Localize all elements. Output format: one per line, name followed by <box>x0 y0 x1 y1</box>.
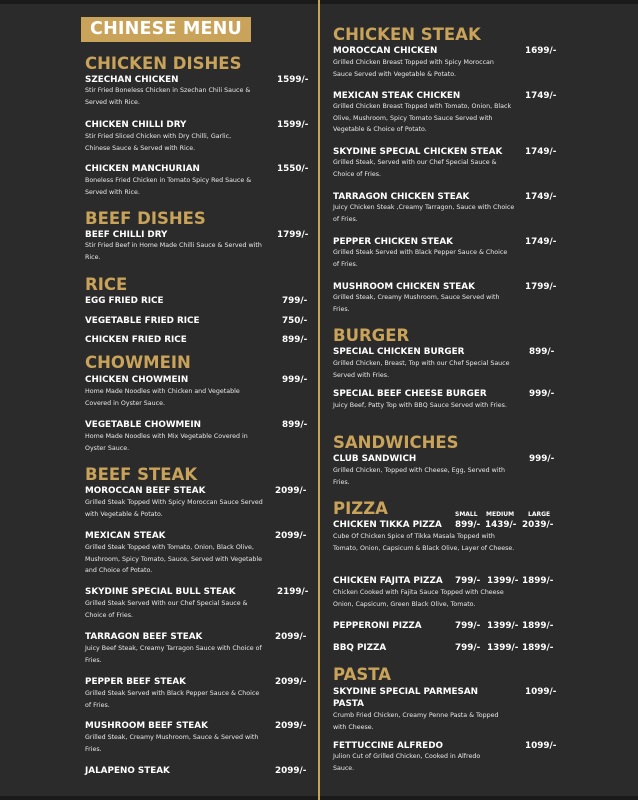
item-name: VEGETABLE CHOWMEIN <box>85 420 201 430</box>
price-large: 2039/- <box>522 520 554 530</box>
section-title-pizza: PIZZA <box>333 499 388 518</box>
item-name: CHICKEN MANCHURIAN <box>85 164 200 174</box>
item-name: CLUB SANDWICH <box>333 454 417 464</box>
price-large: 1899/- <box>522 576 554 586</box>
item-price: 2099/- <box>275 766 307 776</box>
item-description: Grilled Steak Served With our Chef Special Sauce & Choice of Fries. <box>85 600 248 619</box>
item-price: 1599/- <box>277 75 309 85</box>
item-description: Grilled Steak Topped With Spicy Moroccan Sauce Served with Vegetable & Potato. <box>85 499 263 518</box>
price-medium: 1399/- <box>487 576 519 586</box>
item-name: BBQ PIZZA <box>333 643 387 653</box>
item-price: 2099/- <box>275 486 307 496</box>
price-large: 1899/- <box>522 643 554 653</box>
item-name: TARRAGON CHICKEN STEAK <box>333 192 470 202</box>
item-price: 1599/- <box>277 120 309 130</box>
item-price: 899/- <box>282 335 308 345</box>
column-divider <box>318 0 320 800</box>
price-medium: 1399/- <box>487 621 519 631</box>
item-price: 1749/- <box>525 192 557 202</box>
item-description: Grilled Steak, Served with our Chef Special Sauce & Choice of Fries. <box>333 159 497 178</box>
section-title-beef-steak: BEEF STEAK <box>85 465 198 484</box>
item-price: 1799/- <box>525 282 557 292</box>
item-price: 899/- <box>529 347 555 357</box>
item-name: MOROCCAN BEEF STEAK <box>85 486 206 496</box>
price-small: 899/- <box>455 520 481 530</box>
size-header-large: LARGE <box>528 511 551 518</box>
item-name: MUSHROOM BEEF STEAK <box>85 721 208 731</box>
item-price: 1749/- <box>525 91 557 101</box>
item-description: Cube Of Chicken Spice of Tikka Masala Topped with Tomato, Onion, Capsicum & Black Olive, Layer of Cheese. <box>333 533 515 552</box>
item-description: Grilled Chicken Breast Topped with Tomato, Onion, Black Olive, Mushroom, Spicy Tomato Sauce Served with Vegetable & Choice of Potato. <box>333 103 512 133</box>
item-price: 1749/- <box>525 147 557 157</box>
item-name: PEPPER CHICKEN STEAK <box>333 237 453 247</box>
item-name: PEPPER BEEF STEAK <box>85 677 186 687</box>
item-price: 799/- <box>282 296 308 306</box>
item-description: Crumb Fried Chicken, Creamy Penne Pasta & Topped with Cheese. <box>333 712 499 731</box>
item-name: MEXICAN STEAK CHICKEN <box>333 91 461 101</box>
item-price: 2099/- <box>275 632 307 642</box>
section-title-burger: BURGER <box>333 326 410 345</box>
item-price: 999/- <box>529 389 555 399</box>
item-description: Juicy Beef, Patty Top with BBQ Sauce Served with Fries. <box>333 402 507 409</box>
section-title-pasta: PASTA <box>333 665 391 684</box>
price-medium: 1399/- <box>487 643 519 653</box>
item-price: 2099/- <box>275 677 307 687</box>
size-header-small: SMALL <box>455 511 478 518</box>
item-name: JALAPENO STEAK <box>85 766 170 776</box>
item-description: Stir Fried Sliced Chicken with Dry Chilli, Garlic, Chinese Sauce & Served with Rice. <box>85 133 232 152</box>
price-small: 799/- <box>455 621 481 631</box>
section-title-rice: RICE <box>85 275 128 294</box>
item-name: TARRAGON BEEF STEAK <box>85 632 203 642</box>
item-name: EGG FRIED RICE <box>85 296 164 306</box>
item-description: Stir Fried Beef in Home Made Chilli Sauce & Served with Rice. <box>85 242 262 261</box>
size-header-medium: MEDIUM <box>486 511 515 518</box>
item-name: CHICKEN FAJITA PIZZA <box>333 576 443 586</box>
item-price: 1699/- <box>525 46 557 56</box>
section-title-chowmein: CHOWMEIN <box>85 353 191 372</box>
item-description: Stir Fried Boneless Chicken in Szechan Chili Sauce & Served with Rice. <box>85 87 251 106</box>
item-description: Chicken Cooked with Fajita Sauce Topped with Cheese Onion, Capsicum, Green Black Olive, Tomato. <box>333 589 504 608</box>
item-name: SKYDINE SPECIAL BULL STEAK <box>85 587 236 597</box>
item-description: Grilled Steak Topped with Tomato, Onion, Black Olive, Mushroom, Spicy Tomato, Sauce, Served with Vegetable and Choice of Potato. <box>85 544 262 574</box>
section-title-chicken-steak: CHICKEN STEAK <box>333 25 481 44</box>
item-price: 899/- <box>282 420 308 430</box>
item-name: SKYDINE SPECIAL CHICKEN STEAK <box>333 147 503 157</box>
price-small: 799/- <box>455 576 481 586</box>
item-description: Grilled Steak Served with Black Pepper Sauce & Choice of Fries. <box>333 249 508 268</box>
item-name: CHICKEN CHILLI DRY <box>85 120 187 130</box>
item-description: Grilled Chicken, Topped with Cheese, Egg, Served with Fries. <box>333 467 506 486</box>
item-price: 2099/- <box>275 531 307 541</box>
item-price: 750/- <box>282 316 308 326</box>
item-price: 999/- <box>529 454 555 464</box>
item-description: Grilled Steak, Creamy Mushroom, Sauce & Served with Fries. <box>85 734 259 753</box>
item-name: SZECHAN CHICKEN <box>85 75 179 85</box>
item-price: 999/- <box>282 375 308 385</box>
menu-title-banner: CHINESE MENU <box>81 17 251 42</box>
item-price: 1550/- <box>277 164 309 174</box>
item-price: 2199/- <box>277 587 309 597</box>
item-description: Juicy Beef Steak, Creamy Tarragon Sauce with Choice of Fries. <box>85 645 262 664</box>
item-name: PEPPERONI PIZZA <box>333 621 422 631</box>
item-name: MUSHROOM CHICKEN STEAK <box>333 282 475 292</box>
item-price: 1099/- <box>525 687 557 697</box>
item-name: CHICKEN CHOWMEIN <box>85 375 189 385</box>
item-name: FETTUCCINE ALFREDO <box>333 741 443 751</box>
item-description: Grilled Chicken, Breast, Top with our Chef Special Sauce Served with Fries. <box>333 360 510 379</box>
item-description: Home Made Noodles with Mix Vegetable Covered in Oyster Sauce. <box>85 433 248 452</box>
item-name: CHICKEN TIKKA PIZZA <box>333 520 442 530</box>
section-title-sandwiches: SANDWICHES <box>333 433 459 452</box>
item-price: 2099/- <box>275 721 307 731</box>
section-title-chicken-dishes: CHICKEN DISHES <box>85 54 242 73</box>
item-price: 1799/- <box>277 230 309 240</box>
item-name: VEGETABLE FRIED RICE <box>85 316 200 326</box>
item-price: 1099/- <box>525 741 557 751</box>
section-title-beef-dishes: BEEF DISHES <box>85 209 206 228</box>
item-description: Juicy Chicken Steak ,Creamy Tarragon, Sauce with Choice of Fries. <box>333 204 515 223</box>
price-medium: 1439/- <box>485 520 517 530</box>
item-price: 1749/- <box>525 237 557 247</box>
item-description: Boneless Fried Chicken in Tomato Spicy Red Sauce & Served with Rice. <box>85 177 252 196</box>
item-name: SPECIAL BEEF CHEESE BURGER <box>333 389 487 399</box>
item-description: Grilled Chicken Breast Topped with Spicy Moroccan Sauce Served with Vegetable & Potato. <box>333 59 494 78</box>
item-description: Grilled Steak Served with Black Pepper Sauce & Choice of Fries. <box>85 690 260 709</box>
item-name: MOROCCAN CHICKEN <box>333 46 438 56</box>
item-description: Grilled Steak, Creamy Mushroom, Sauce Served with Fries. <box>333 294 500 313</box>
item-name: BEEF CHILLI DRY <box>85 230 168 240</box>
item-name: SKYDINE SPECIAL PARMESAN PASTA <box>333 687 479 709</box>
item-name: CHICKEN FRIED RICE <box>85 335 187 345</box>
item-name: SPECIAL CHICKEN BURGER <box>333 347 465 357</box>
item-description: Julion Cut of Grilled Chicken, Cooked in Alfredo Sauce. <box>333 753 481 772</box>
price-small: 799/- <box>455 643 481 653</box>
price-large: 1899/- <box>522 621 554 631</box>
item-name: MEXICAN STEAK <box>85 531 166 541</box>
item-description: Home Made Noodles with Chicken and Vegetable Covered in Oyster Sauce. <box>85 388 240 407</box>
